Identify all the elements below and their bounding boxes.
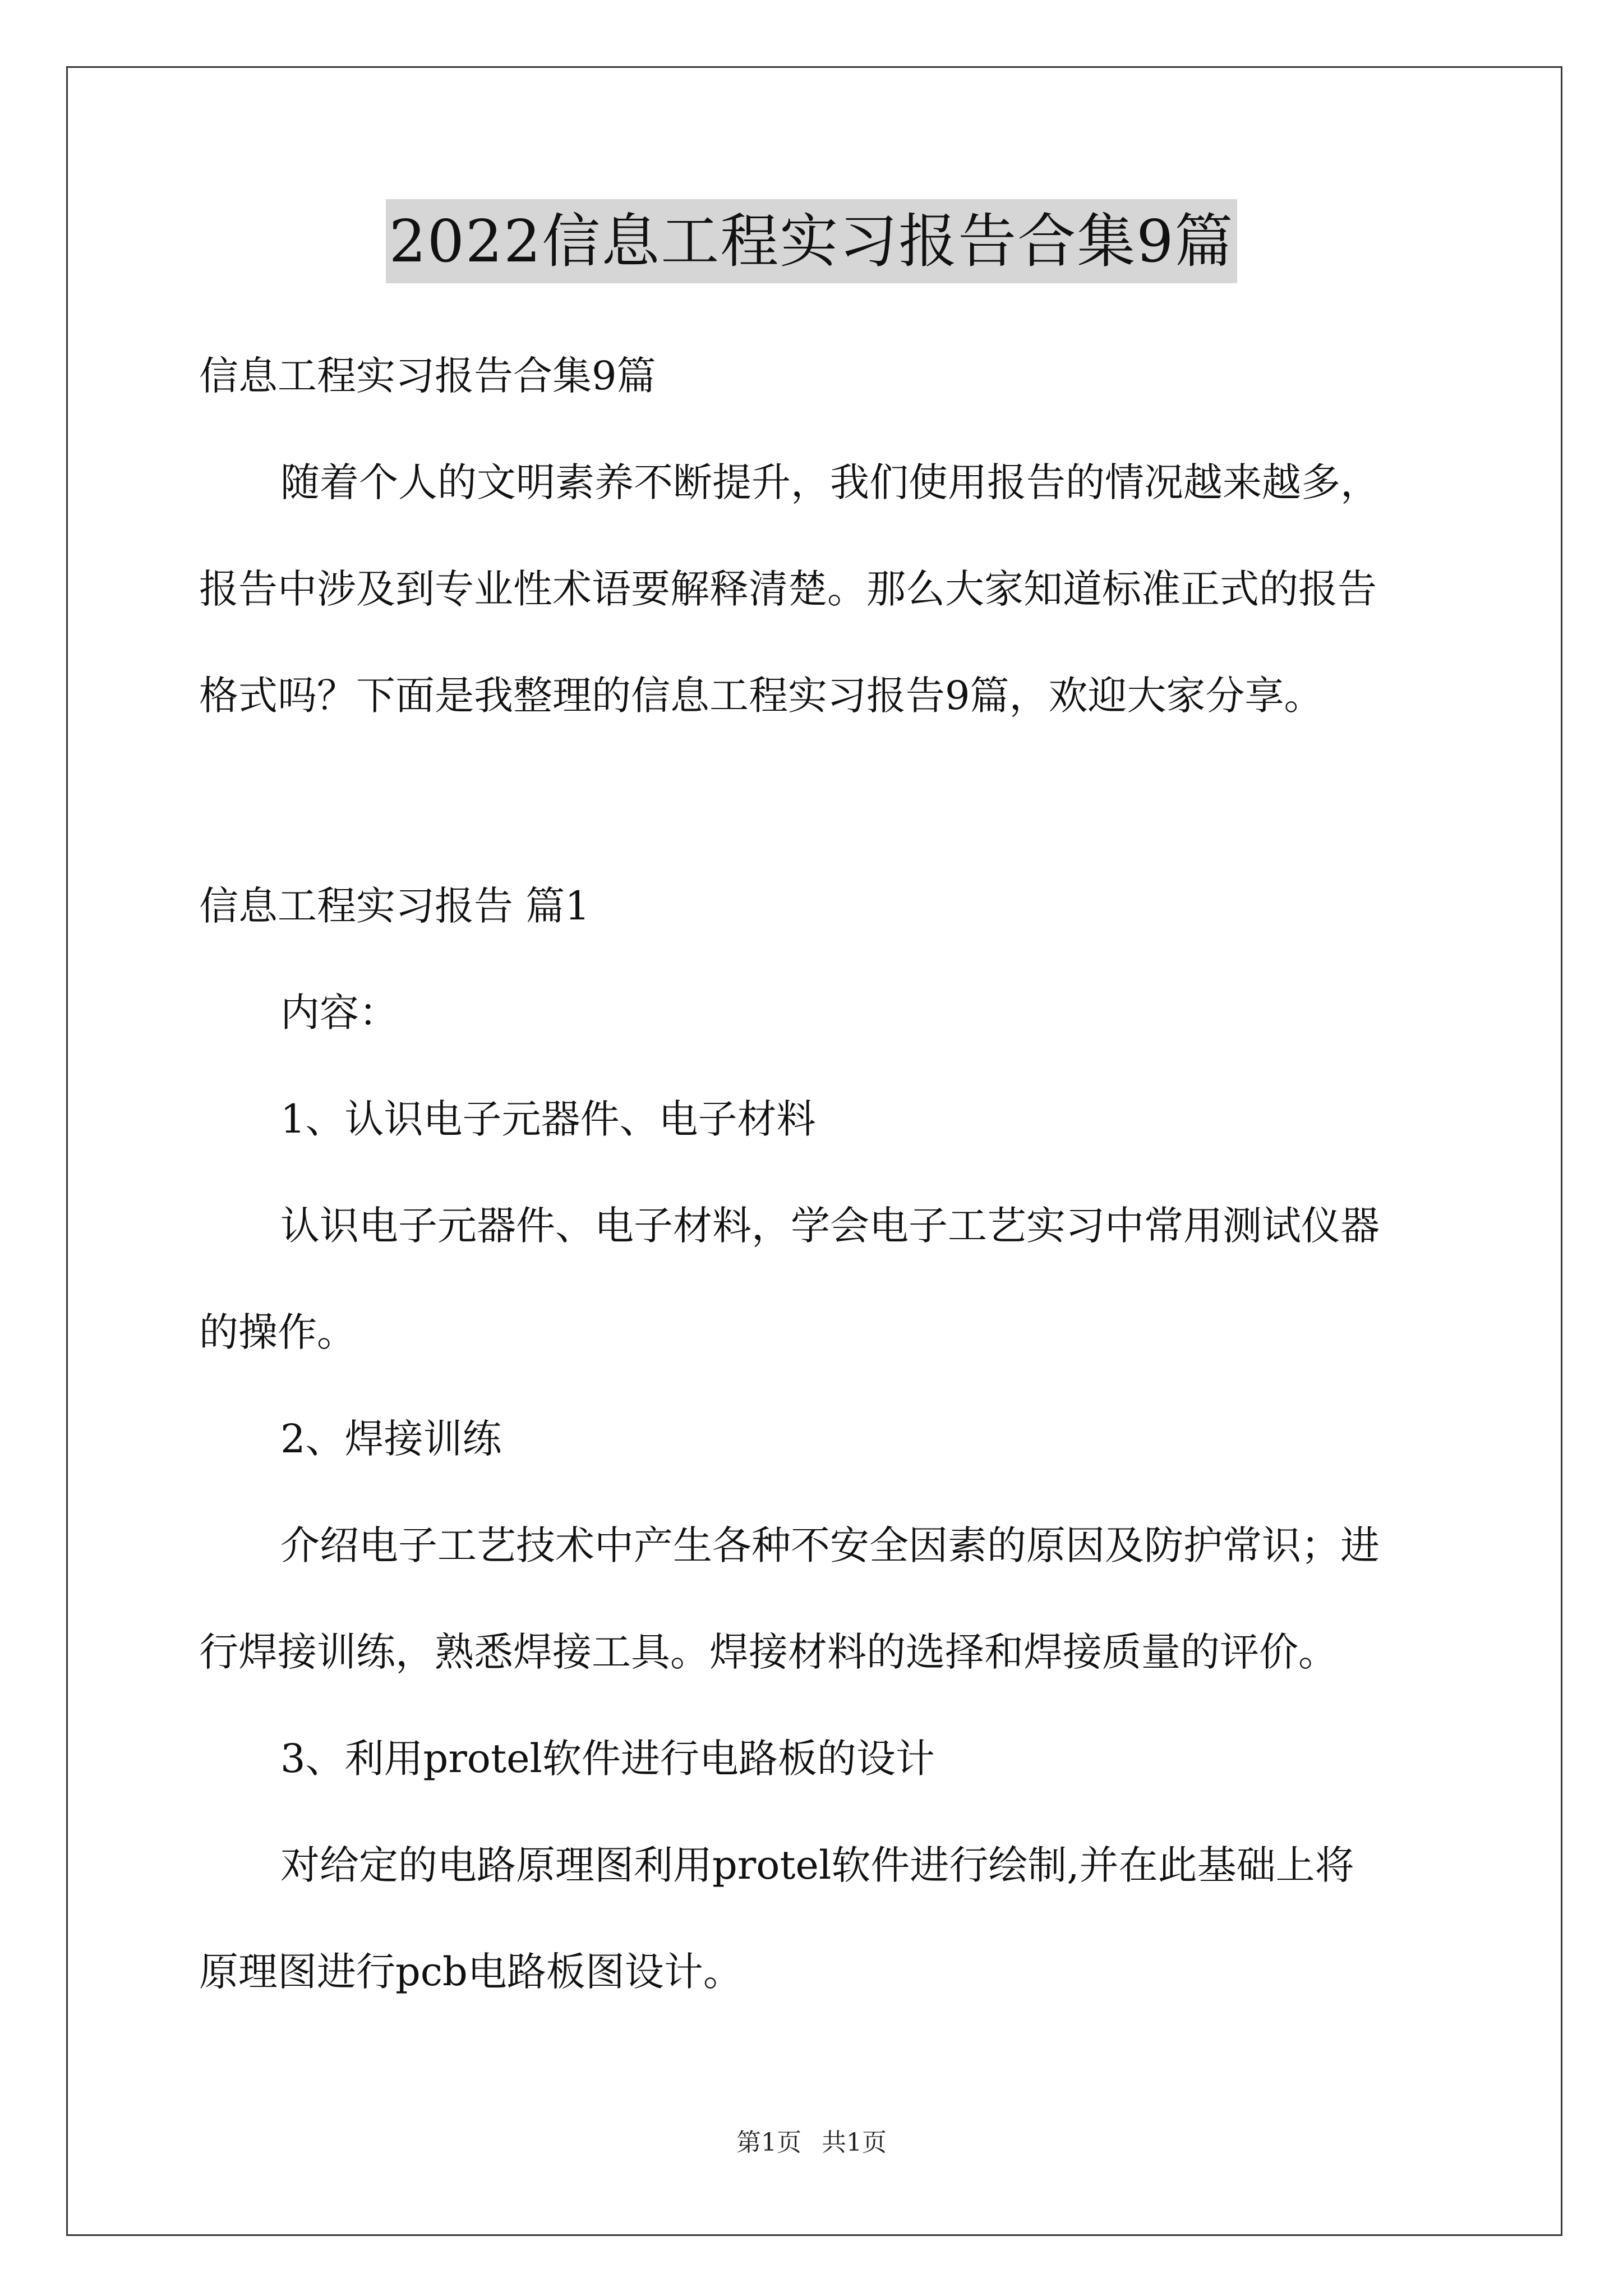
item-3-heading: 3、利用protel软件进行电路板的设计 (280, 1736, 935, 1782)
item-3-text-line-1: 对给定的电路原理图利用protel软件进行绘制,并在此基础上将 (280, 1842, 1354, 1888)
item-1-heading: 1、认识电子元器件、电子材料 (280, 1096, 816, 1142)
document-title: 2022信息工程实习报告合集9篇 (386, 199, 1238, 283)
item-1-text-line-1: 认识电子元器件、电子材料，学会电子工艺实习中常用测试仪器 (280, 1203, 1380, 1249)
page-total: 共1页 (822, 2128, 887, 2157)
page-number: 第1页 (736, 2128, 801, 2157)
title-container (0, 199, 1623, 283)
subtitle-line: 信息工程实习报告合集9篇 (199, 353, 656, 399)
content-label: 内容： (280, 990, 398, 1036)
intro-line-3: 格式吗？下面是我整理的信息工程实习报告9篇，欢迎大家分享。 (199, 673, 1324, 719)
item-2-text-line-1: 介绍电子工艺技术中产生各种不安全因素的原因及防护常识；进 (280, 1522, 1380, 1568)
page-footer (0, 2126, 1623, 2160)
item-2-heading: 2、焊接训练 (280, 1416, 502, 1462)
item-2-text-line-2: 行焊接训练，熟悉焊接工具。焊接材料的选择和焊接质量的评价。 (199, 1629, 1338, 1675)
item-1-text-line-2: 的操作。 (199, 1309, 356, 1355)
section-heading: 信息工程实习报告 篇1 (199, 883, 590, 929)
item-3-text-line-2: 原理图进行pcb电路板图设计。 (199, 1949, 743, 1995)
intro-line-2: 报告中涉及到专业性术语要解释清楚。那么大家知道标准正式的报告 (199, 566, 1377, 612)
intro-line-1: 随着个人的文明素养不断提升，我们使用报告的情况越来越多， (280, 459, 1380, 505)
